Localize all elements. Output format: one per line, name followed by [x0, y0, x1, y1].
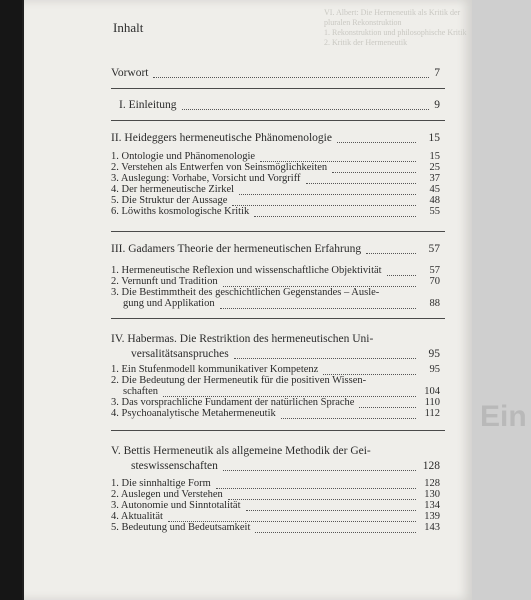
toc-entry-label: schaften [123, 386, 158, 397]
toc-entry-page: 110 [424, 397, 440, 408]
toc-entry-label: 1. Ontologie und Phänomenologie [111, 151, 256, 162]
dot-leader [153, 69, 429, 78]
bleed-line: VI. Albert: Die Hermeneutik als Kritik der [324, 8, 461, 17]
toc-entry-page: 95 [428, 348, 440, 360]
dot-leader [323, 366, 416, 375]
page-title: Inhalt [113, 20, 144, 35]
toc-entry-label: 3. Das vorsprachliche Fundament der natürlichen Sprache [111, 397, 355, 408]
toc-entry-page: 25 [429, 162, 440, 173]
toc-entry-label: 2. Vernunft und Tradition [111, 276, 218, 287]
toc-entry-label: 5. Die Struktur der Aussage [111, 195, 228, 206]
toc-entry-page: 139 [424, 511, 440, 522]
toc-entry-label: 3. Autonomie und Sinntotalität [111, 500, 241, 511]
toc-entry-label: 5. Bedeutung und Bedeutsamkeit [111, 522, 251, 533]
bleed-through-text [324, 8, 474, 48]
dot-leader [223, 462, 416, 471]
toc-entry-page: 70 [429, 276, 440, 287]
toc-entry-page: 128 [422, 460, 440, 472]
section-divider [111, 120, 445, 121]
toc-entry-page: 95 [429, 364, 440, 375]
book-page [24, 0, 472, 600]
toc-entry-page: 128 [424, 478, 440, 489]
toc-entry-label: 3. Auslegung: Vorhabe, Vorsicht und Vorgriff [111, 173, 301, 184]
dot-leader [216, 480, 416, 489]
dot-leader [220, 300, 416, 309]
toc-entry-label: 4. Aktualität [111, 511, 163, 522]
dot-leader [168, 513, 416, 522]
dot-leader [337, 134, 416, 143]
section-divider [111, 318, 445, 319]
background-right [470, 0, 531, 600]
toc-entry-page: 55 [429, 206, 440, 217]
dot-leader [254, 208, 416, 217]
dot-leader [246, 502, 417, 511]
dot-leader [255, 524, 416, 533]
toc-entry-label: IV. Habermas. Die Restriktion des hermeneutischen Uni- [111, 333, 374, 345]
toc-entry-label: 1. Hermeneutische Reflexion und wissenschaftliche Objektivität [111, 265, 382, 276]
toc-entry-page: 143 [424, 522, 440, 533]
dot-leader [366, 245, 416, 254]
toc-entry-page: 57 [429, 265, 440, 276]
dot-leader [228, 491, 416, 500]
dot-leader [359, 399, 416, 408]
toc-entry-page: 9 [434, 99, 440, 111]
toc-entry-page: 88 [429, 298, 440, 309]
dot-leader [232, 197, 416, 206]
dot-leader [182, 101, 430, 110]
background-ghost-text: Ein [480, 400, 527, 433]
dot-leader [239, 186, 416, 195]
dot-leader [260, 153, 416, 162]
toc-entry-page: 45 [429, 184, 440, 195]
toc-entry-label: 4. Der hermeneutische Zirkel [111, 184, 235, 195]
toc-entry-label: V. Bettis Hermeneutik als allgemeine Methodik der Gei- [111, 445, 371, 457]
section-divider [111, 430, 445, 431]
toc-entry-label: 4. Psychoanalytische Metahermeneutik [111, 408, 276, 419]
dot-leader [234, 350, 416, 359]
bleed-line: 1. Rekonstruktion und philosophische Kritik [324, 28, 467, 37]
toc-entry-label: I. Einleitung [119, 99, 177, 111]
dot-leader [223, 278, 416, 287]
bleed-line: 2. Kritik der Hermeneutik [324, 38, 408, 47]
toc-entry-page: 48 [429, 195, 440, 206]
toc-entry-page: 134 [424, 500, 440, 511]
toc-entry-label: II. Heideggers hermeneutische Phänomenologie [111, 132, 332, 144]
dot-leader [163, 388, 416, 397]
section-divider [111, 88, 445, 89]
toc-entry-page: 57 [428, 243, 440, 255]
toc-entry-page: 37 [429, 173, 440, 184]
toc-entry-label: 2. Verstehen als Entwerfen von Seinsmöglichkeiten [111, 162, 328, 173]
toc-entry-label: 6. Löwiths kosmologische Kritik [111, 206, 250, 217]
toc-entry-label: 3. Die Bestimmtheit des geschichtlichen Gegenstandes – Ausle- [111, 287, 380, 298]
dot-leader [332, 164, 416, 173]
toc-entry-label: 1. Ein Stufenmodell kommunikativer Kompetenz [111, 364, 319, 375]
dot-leader [306, 175, 417, 184]
toc-entry-page: 104 [424, 386, 440, 397]
toc-entry-label: 1. Die sinnhaltige Form [111, 478, 211, 489]
toc-entry-page: 15 [428, 132, 440, 144]
dot-leader [387, 267, 416, 276]
bleed-line: pluralen Rekonstruktion [324, 18, 402, 27]
section-divider [111, 231, 445, 232]
toc-entry-label: III. Gadamers Theorie der hermeneutischen Erfahrung [111, 243, 362, 255]
toc-entry-page: 130 [424, 489, 440, 500]
toc-entry-page: 112 [424, 408, 440, 419]
background-left [0, 0, 22, 600]
toc-entry-page: 15 [429, 151, 440, 162]
toc-entry-label: steswissenschaften [131, 460, 218, 472]
toc-entry-label: Vorwort [111, 67, 149, 79]
toc-entry-label: gung und Applikation [123, 298, 215, 309]
toc-entry-label: versalitätsanspruches [131, 348, 229, 360]
toc-entry-label: 2. Die Bedeutung der Hermeneutik für die positiven Wissen- [111, 375, 367, 386]
toc-entry-page: 7 [434, 67, 440, 79]
toc-entry-label: 2. Auslegen und Verstehen [111, 489, 223, 500]
dot-leader [281, 410, 416, 419]
